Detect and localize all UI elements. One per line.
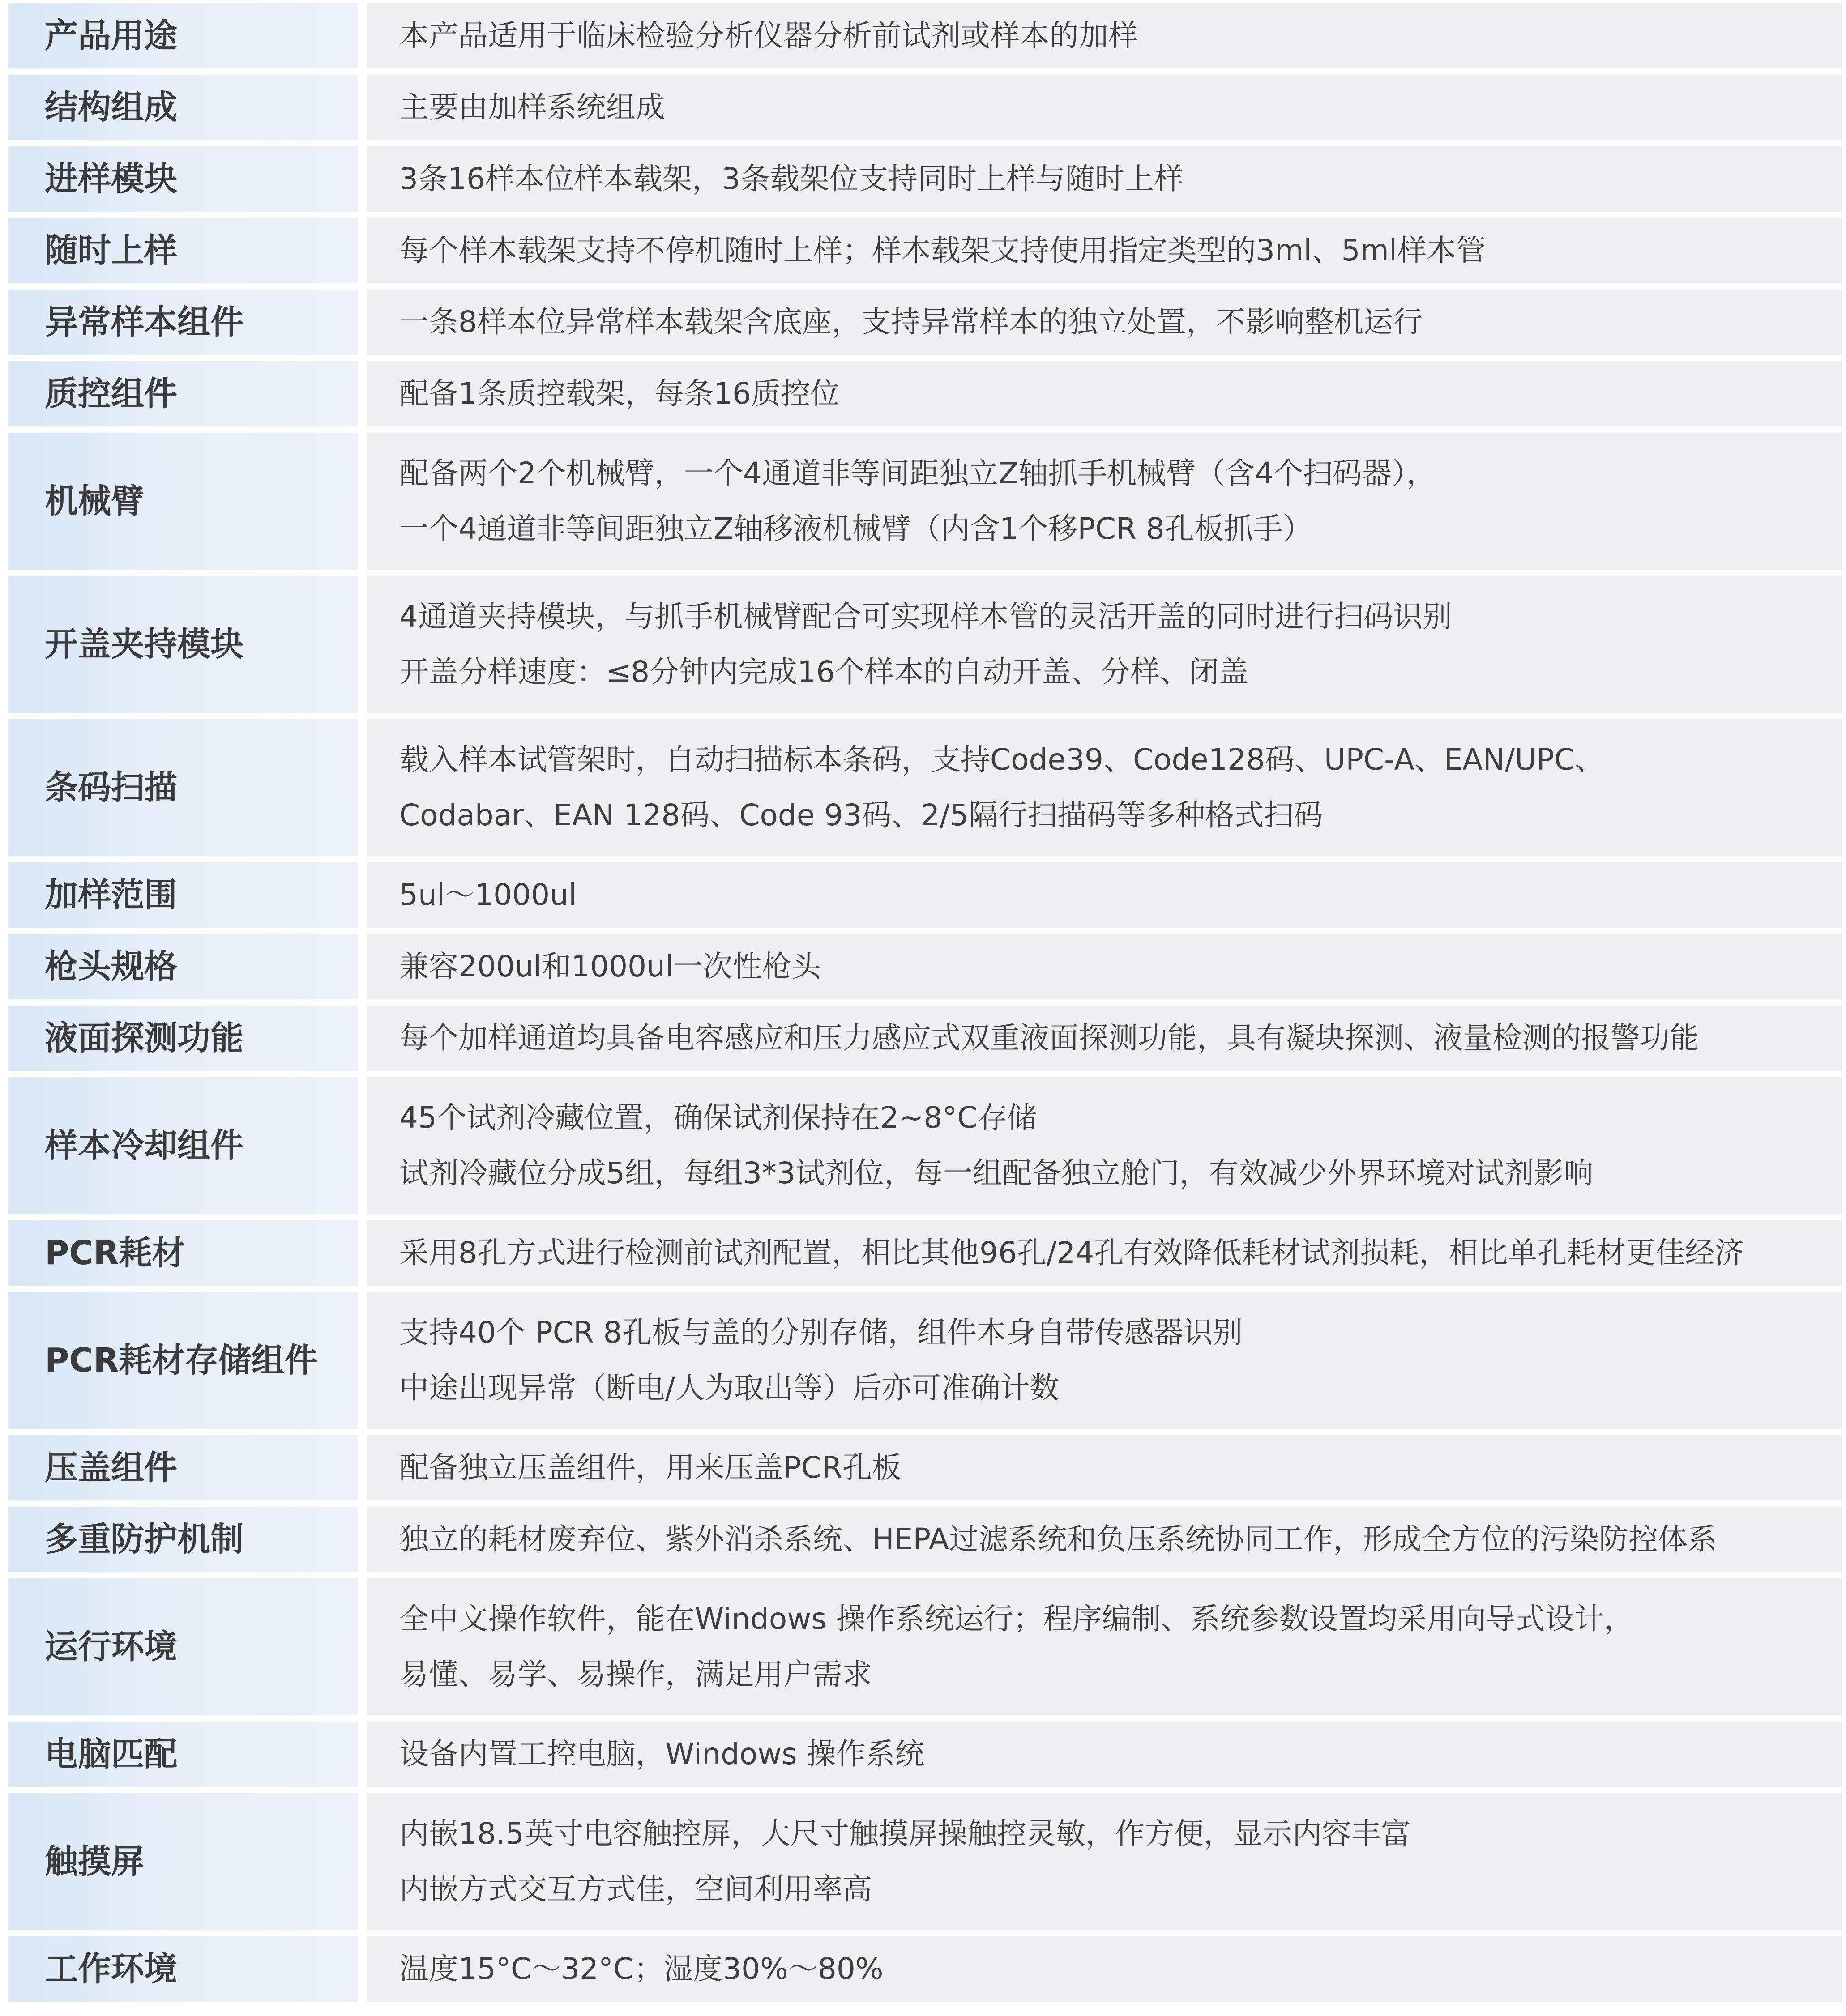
spec-label: 机械臂 [45,482,144,520]
spec-label-cell [8,862,358,928]
spec-label-cell [8,218,358,283]
spec-label-cell [8,576,358,713]
spec-value-line: 载入样本试管架时，自动扫描标本条码，支持Code39、Code128码、UPC-A、EAN/UPC、 [399,742,1605,777]
spec-value-line: 45个试剂冷藏位置，确保试剂保持在2~8°C存储 [399,1100,1037,1135]
spec-label-cell [8,1220,358,1286]
spec-label: 工作环境 [45,1950,177,1988]
spec-value-cell [367,1936,1842,2002]
spec-value-line: 内嵌18.5英寸电容触控屏，大尺寸触摸屏操触控灵敏，作方便，显示内容丰富 [399,1816,1410,1851]
spec-value-line: 中途出现异常（断电/人为取出等）后亦可准确计数 [399,1371,1060,1405]
spec-label-cell [8,1936,358,2002]
spec-label-cell [8,1793,358,1930]
spec-value-line: 本产品适用于临床检验分析仪器分析前试剂或样本的加样 [399,18,1138,53]
spec-value-line: 开盖分样速度：≤8分钟内完成16个样本的自动开盖、分样、闭盖 [399,655,1249,689]
spec-value-cell [367,1006,1842,1071]
spec-label: 枪头规格 [45,947,177,986]
spec-label: PCR耗材存储组件 [45,1341,318,1380]
spec-value-cell [367,218,1842,283]
spec-value-line: 易懂、易学、易操作，满足用户需求 [399,1657,872,1692]
spec-value-line: 兼容200ul和1000ul一次性枪头 [399,949,821,984]
spec-value-line: 每个加样通道均具备电容感应和压力感应式双重液面探测功能，具有凝块探测、液量检测的报警功能 [399,1021,1699,1055]
spec-label-cell [8,433,358,570]
spec-label-cell [8,75,358,140]
spec-value-line: 每个样本载架支持不停机随时上样；样本载架支持使用指定类型的3ml、5ml样本管 [399,233,1486,268]
spec-label-cell [8,361,358,426]
spec-value-cell [367,1077,1842,1214]
spec-value-line: 支持40个 PCR 8孔板与盖的分别存储，组件本身自带传感器识别 [399,1315,1243,1350]
spec-label-cell [8,1722,358,1787]
spec-label-cell [8,290,358,355]
spec-value-line: 配备1条质控载架，每条16质控位 [399,376,840,411]
spec-label: 产品用途 [45,17,177,55]
spec-value-cell [367,3,1842,68]
spec-label: 触摸屏 [45,1842,144,1881]
spec-value-cell [367,75,1842,140]
spec-label-cell [8,1578,358,1715]
spec-label: 结构组成 [45,88,177,127]
spec-value-line: 试剂冷藏位分成5组，每组3*3试剂位，每一组配备独立舱门，有效减少外界环境对试剂影响 [399,1156,1593,1190]
spec-value-line: 全中文操作软件，能在Windows 操作系统运行；程序编制、系统参数设置均采用向导式设计， [399,1602,1634,1636]
spec-label: 液面探测功能 [45,1019,244,1057]
spec-label: 条码扫描 [45,768,177,807]
spec-label: 质控组件 [45,375,177,413]
spec-value-cell [367,290,1842,355]
spec-value-line: 独立的耗材废弃位、紫外消杀系统、HEPA过滤系统和负压系统协同工作，形成全方位的污染防控体系 [399,1522,1718,1556]
spec-value-line: 一个4通道非等间距独立Z轴移液机械臂（内含1个移PCR 8孔板抓手） [399,511,1312,546]
spec-label: 运行环境 [45,1628,177,1666]
spec-label-cell [8,1435,358,1500]
spec-value-cell [367,576,1842,713]
spec-label: 进样模块 [45,160,177,198]
spec-value-cell [367,1507,1842,1572]
spec-value-line: 4通道夹持模块，与抓手机械臂配合可实现样本管的灵活开盖的同时进行扫码识别 [399,599,1452,634]
spec-label-cell [8,719,358,856]
spec-label-cell [8,1292,358,1429]
spec-label-cell [8,1507,358,1572]
spec-label-cell [8,1077,358,1214]
spec-value-line: 一条8样本位异常样本载架含底座，支持异常样本的独立处置，不影响整机运行 [399,305,1423,339]
spec-label: 压盖组件 [45,1449,177,1487]
spec-value-line: 采用8孔方式进行检测前试剂配置，相比其他96孔/24孔有效降低耗材试剂损耗，相比单孔耗材更佳经济 [399,1236,1744,1270]
spec-label: PCR耗材 [45,1234,185,1272]
spec-value-line: 配备两个2个机械臂，一个4通道非等间距独立Z轴抓手机械臂（含4个扫码器）， [399,456,1436,490]
spec-label-cell [8,934,358,999]
spec-value-cell [367,361,1842,426]
spec-label-cell [8,1006,358,1071]
spec-label: 开盖夹持模块 [45,625,244,664]
spec-value-cell [367,1292,1842,1429]
spec-value-line: 5ul～1000ul [399,878,577,912]
spec-label: 异常样本组件 [45,303,244,341]
spec-label: 电脑匹配 [45,1735,177,1773]
spec-value-cell [367,433,1842,570]
spec-label: 多重防护机制 [45,1520,244,1559]
spec-value-line: 配备独立压盖组件，用来压盖PCR孔板 [399,1450,902,1485]
spec-value-cell [367,1793,1842,1930]
spec-value-line: Codabar、EAN 128码、Code 93码、2/5隔行扫描码等多种格式扫码 [399,798,1323,832]
spec-value-line: 3条16样本位样本载架，3条载架位支持同时上样与随时上样 [399,162,1184,196]
spec-value-cell [367,862,1842,928]
spec-label: 随时上样 [45,231,177,270]
spec-value-cell [367,934,1842,999]
spec-value-line: 主要由加样系统组成 [399,90,665,124]
spec-label-cell [8,146,358,212]
spec-value-cell [367,1578,1842,1715]
spec-value-line: 温度15°C～32°C；湿度30%～80% [399,1952,884,1986]
spec-value-cell [367,719,1842,856]
spec-value-line: 内嵌方式交互方式佳，空间利用率高 [399,1872,872,1906]
spec-value-cell [367,146,1842,212]
spec-value-line: 设备内置工控电脑，Windows 操作系统 [399,1737,925,1771]
spec-value-cell [367,1435,1842,1500]
spec-value-cell [367,1220,1842,1286]
spec-label: 加样范围 [45,876,177,914]
spec-value-cell [367,1722,1842,1787]
spec-label-cell [8,3,358,68]
spec-label: 样本冷却组件 [45,1126,244,1165]
